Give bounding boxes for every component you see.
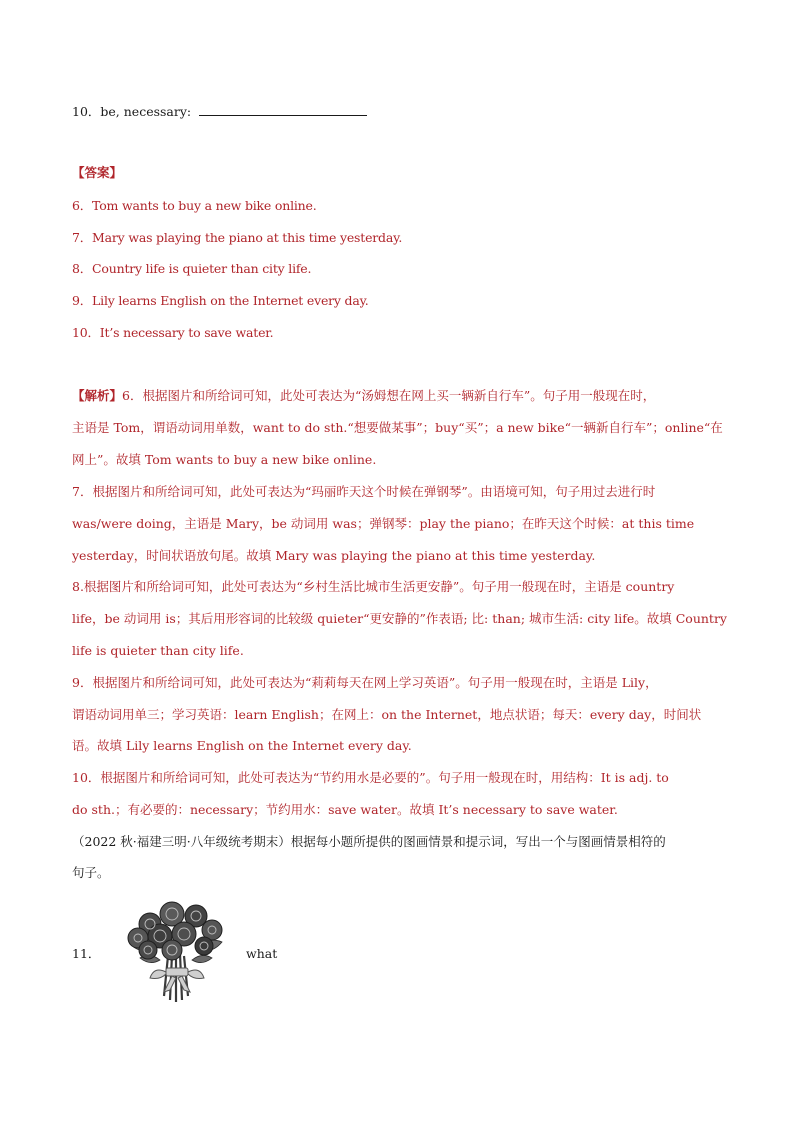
analysis-line: 9．根据图片和所给词可知，此处可表达为“莉莉每天在网上学习英语”。句子用一般现在时，主语是 Lily， [72, 675, 658, 690]
analysis-heading: 【解析】 [72, 388, 123, 403]
analysis-line: 主语是 Tom，谓语动词用单数，want to do sth.“想要做某事”；buy“买”；a new bike“一辆新自行车”；online“在 [72, 420, 723, 435]
answer-blank [199, 105, 367, 116]
analysis-line: yesterday，时间状语放句尾。故填 Mary was playing the piano at this time yesterday. [72, 548, 596, 563]
analysis-line: 网上”。故填 Tom wants to buy a new bike online. [72, 452, 377, 467]
question-11-number: 11． [72, 946, 101, 961]
question-10 [72, 105, 367, 119]
analysis-line: was/were doing，主语是 Mary，be 动词用 was；弹钢琴：play the piano；在昨天这个时候：at this time [72, 516, 695, 531]
analysis-line: life，be 动词用 is；其后用形容词的比较级 quieter“更安静的”作表语; 比: than; 城市生活: city life。故填 Country [72, 611, 727, 626]
answer-line: 7．Mary was playing the piano at this time yesterday. [72, 230, 403, 245]
question-prompt: be, necessary: [100, 104, 196, 119]
analysis-line: 8.根据图片和所给词可知，此处可表达为“乡村生活比城市生活更安静”。句子用一般现在时，主语是 country [72, 579, 675, 594]
analysis-line: 7．根据图片和所给词可知，此处可表达为“玛丽昨天这个时候在弹钢琴”。由语境可知，句子用过去进行时 [72, 484, 656, 499]
answer-line: 10．It’s necessary to save water. [72, 325, 274, 340]
analysis-line: 谓语动词用单三；学习英语：learn English；在网上：on the Internet，地点状语；每天：every day，时间状 [72, 707, 702, 722]
analysis-line-1: 【解析】6．根据图片和所给词可知，此处可表达为“汤姆想在网上买一辆新自行车”。句子用一般现在时， [72, 388, 656, 403]
analysis-line: 语。故填 Lily learns English on the Internet every day. [72, 738, 412, 753]
section-instruction: （2022 秋·福建三明·八年级统考期末）根据每小题所提供的图画情景和提示词，写出一个与图画情景相符的 [72, 834, 666, 849]
answer-line: 8．Country life is quieter than city life. [72, 261, 312, 276]
analysis-line: life is quieter than city life. [72, 643, 244, 658]
flower-bouquet-icon [120, 896, 232, 1008]
question-number: 10． [72, 104, 101, 119]
question-11-hint: what [246, 946, 278, 961]
answer-heading: 【答案】 [72, 165, 123, 180]
analysis-line: 10．根据图片和所给词可知，此处可表达为“节约用水是必要的”。句子用一般现在时，用结构：It is adj. to [72, 770, 669, 785]
answer-line: 9．Lily learns English on the Internet every day. [72, 293, 369, 308]
section-instruction-cont: 句子。 [72, 865, 110, 880]
answer-line: 6．Tom wants to buy a new bike online. [72, 198, 317, 213]
analysis-line: do sth.；有必要的：necessary；节约用水：save water。故填 It’s necessary to save water. [72, 802, 618, 817]
